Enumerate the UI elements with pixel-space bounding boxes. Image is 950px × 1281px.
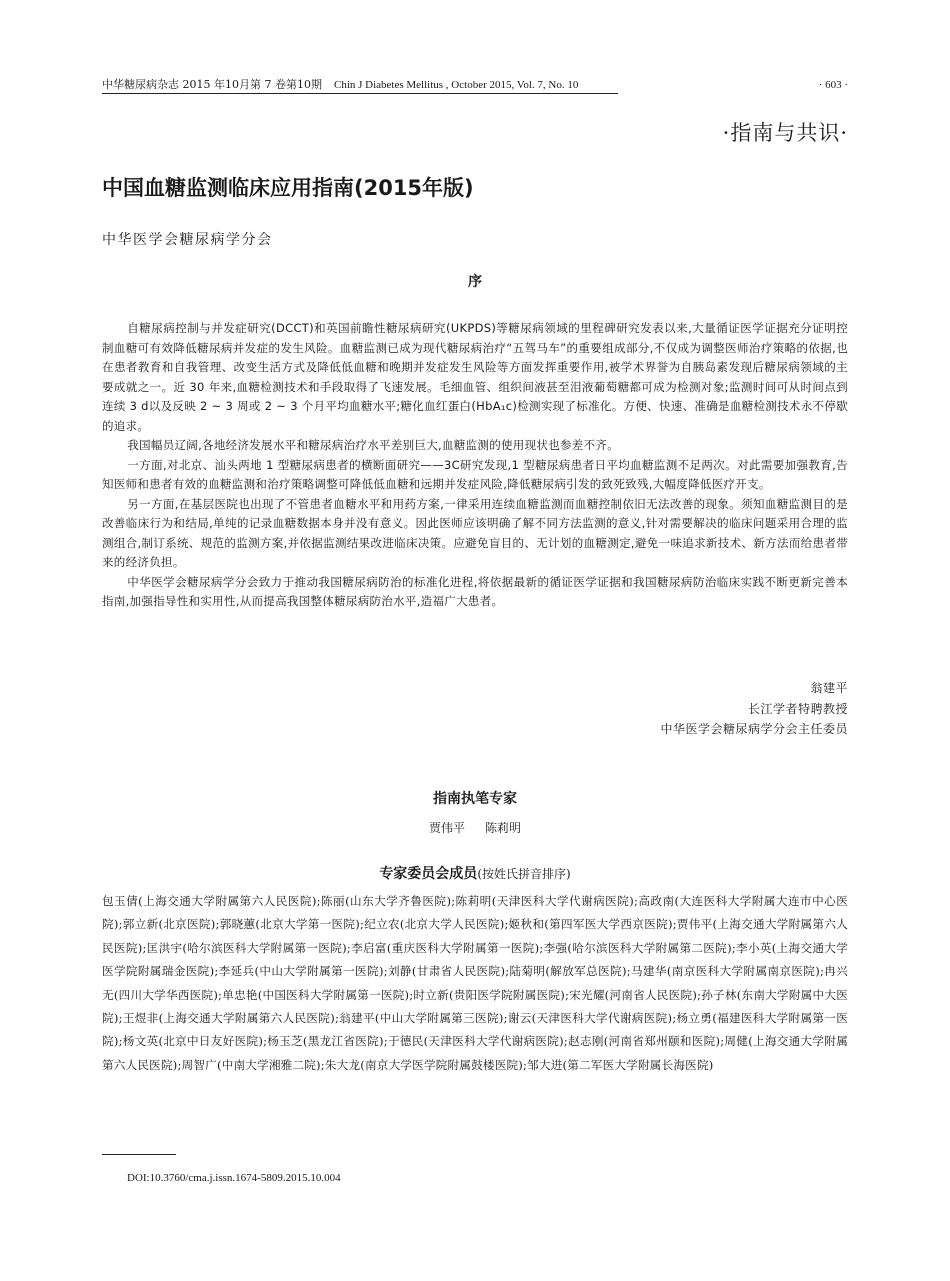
signature-title: 长江学者特聘教授 <box>747 701 848 716</box>
members-sort-note: (按姓氏拼音排序) <box>477 867 571 881</box>
author-organization: 中华医学会糖尿病学分会 <box>102 232 273 248</box>
preface-heading: 序 <box>468 274 482 290</box>
writers-names <box>0 820 950 836</box>
preface-paragraph: 一方面,对北京、汕头两地 1 型糖尿病患者的横断面研究——3C研究发现,1 型糖尿病患者日平均血糖监测不足两次。对此需要加强教育,告知医师和患者有效的血糖监测和治疗策略调整可降低低血糖和远期并发症风险,降低糖尿病引发的致死致残,大幅度降低医疗开支。 <box>102 457 848 491</box>
article-title: 中国血糖监测临床应用指南(2015年版) <box>102 176 474 200</box>
preface-paragraph: 我国幅员辽阔,各地经济发展水平和糖尿病治疗水平差别巨大,血糖监测的使用现状也参差不齐。 <box>127 438 620 452</box>
writer-name: 贾伟平 <box>428 821 465 835</box>
preface-paragraph: 中华医学会糖尿病学分会致力于推动我国糖尿病防治的标准化进程,将依据最新的循证医学证据和我国糖尿病防治临床实践不断更新完善本指南,加强指导性和实用性,从而提高我国整体糖尿病防治水平,造福广大患者。 <box>102 574 848 608</box>
doi-footnote: DOI:10.3760/cma.j.issn.1674-5809.2015.10.004 <box>127 1172 341 1184</box>
members-heading-text: 专家委员会成员 <box>379 866 478 882</box>
footnote-divider <box>102 1154 176 1155</box>
signature-title: 中华医学会糖尿病学分会主任委员 <box>660 722 848 736</box>
journal-name-cn: 中华糖尿病杂志 2015 年10月第 7 卷第10期 <box>102 78 322 91</box>
writer-name: 陈莉明 <box>485 821 522 835</box>
writers-heading: 指南执笔专家 <box>433 791 517 807</box>
preface-body <box>102 319 848 612</box>
running-header <box>102 78 618 94</box>
members-list: 包玉倩(上海交通大学附属第六人民医院);陈丽(山东大学齐鲁医院);陈莉明(天津医科大学代谢病医院);高政南(大连医科大学附属大连市中心医院);郭立新(北京医院);郭晓蕙(北京大学第一医院);纪立农(北京大学人民医院);姬秋和(第四军医大学西京医院);贾伟平(上海交通大学附属第六人民医院);匡洪宇(哈尔滨医科大学附属第一医院);李启富(重庆医科大学附属第一医院);李强(哈尔滨医科大学附属第二医院);李小英(上海交通大学医学院附属瑞金医院);李延兵(中山大学附属第一医院);刘静(甘肃省人民医院);陆菊明(解放军总医院);马建华(南京医科大学附属南京医院);冉兴无(四川大学华西医院);单忠艳(中国医科大学附属第一医院);时立新(贵阳医学院附属医院);宋光耀(河南省人民医院);孙子林(东南大学附属中大医院);王煜非(上海交通大学附属第六人民医院);翁建平(中山大学附属第三医院);谢云(天津医科大学代谢病医院);杨立勇(福建医科大学附属第一医院);杨文英(北京中日友好医院);杨玉芝(黑龙江省医院);于德民(天津医科大学代谢病医院);赵志刚(河南省郑州颐和医院);周健(上海交通大学附属第六人民医院);周智广(中南大学湘雅二院);朱大龙(南京大学医学院附属鼓楼医院);邹大进(第二军医大学附属长海医院) <box>102 894 848 1072</box>
preface-signature <box>660 678 848 740</box>
preface-paragraph: 自糖尿病控制与并发症研究(DCCT)和英国前瞻性糖尿病研究(UKPDS)等糖尿病领域的里程碑研究发表以来,大量循证医学证据充分证明控制血糖可有效降低糖尿病并发症的发生风险。血糖监测已成为现代糖尿病治疗“五驾马车”的重要组成部分,不仅成为调整医师治疗策略的依据,也在患者教育和自我管理、改变生活方式及降低低血糖和晚期并发症发生风险等方面发挥重要作用,被学术界誉为自胰岛素发现后糖尿病领域的主要成就之一。近 30 年来,血糖检测技术和手段取得了飞速发展。毛细血管、组织间液甚至泪液葡萄糖都可成为检测对象;监测时间可从时间点到连续 3 d以及反映 2 ~ 3 周或 2 ~ 3 个月平均血糖水平;糖化血红蛋白(HbA₁c)检测实现了标准化。方便、快速、准确是血糖检测技术永不停歇的追求。 <box>102 321 848 433</box>
section-label: ·指南与共识· <box>722 121 848 145</box>
journal-name-en: Chin J Diabetes Mellitus , October 2015, Vol. 7, No. 10 <box>333 79 579 91</box>
members-heading <box>0 865 950 883</box>
page-number: · 603 · <box>818 79 848 91</box>
signature-name: 翁建平 <box>810 681 848 695</box>
preface-paragraph: 另一方面,在基层医院也出现了不管患者血糖水平和用药方案,一律采用连续血糖监测而血糖控制依旧无法改善的现象。须知血糖监测目的是改善临床行为和结局,单纯的记录血糖数据本身并没有意义。因此医师应该明确了解不同方法监测的意义,针对需要解决的临床问题采用合理的监测组合,制订系统、规范的监测方案,并依据监测结果改进临床决策。应避免盲目的、无计划的血糖测定,避免一味追求新技术、新方法而给患者带来的经济负担。 <box>102 496 848 569</box>
